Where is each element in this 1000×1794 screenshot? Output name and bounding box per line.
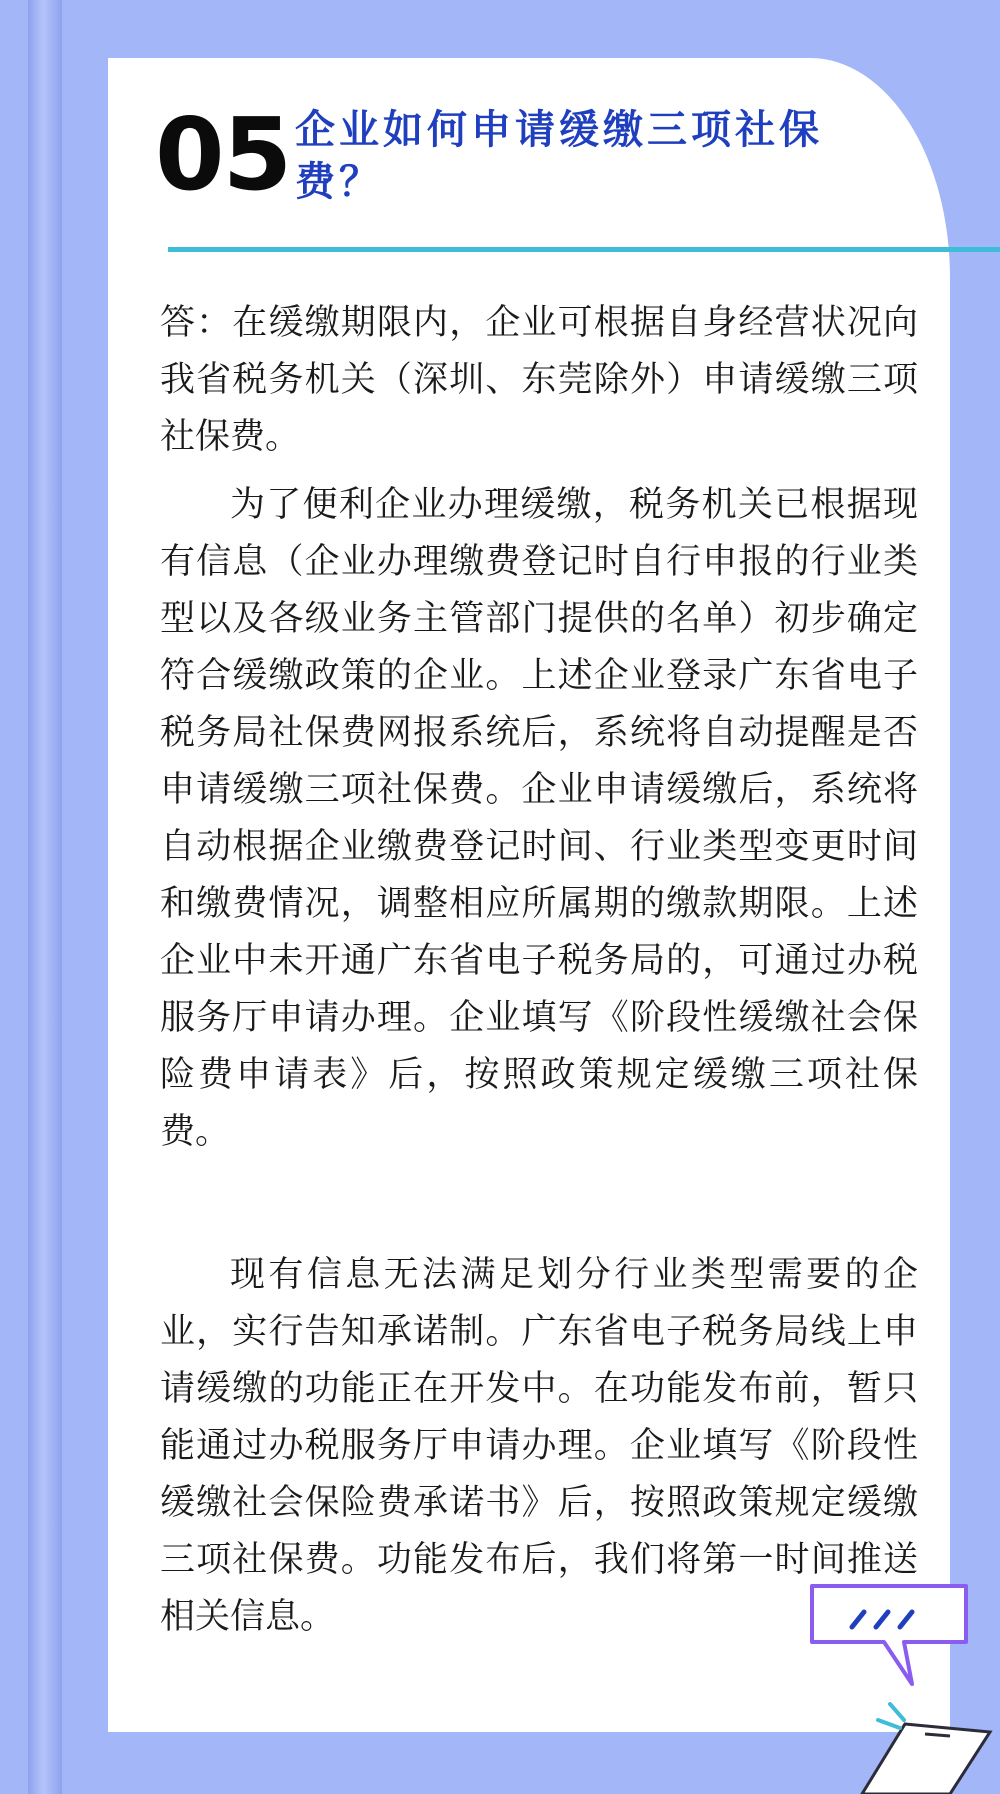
speech-bubble-icon	[812, 1586, 966, 1684]
question-title: 企业如何申请缓缴三项社保费？	[295, 107, 823, 205]
left-decorative-stripe	[28, 0, 62, 1794]
answer-paragraph-3: 现有信息无法满足划分行业类型需要的企业，实行告知承诺制。广东省电子税务局线上申请缓缴的功能正在开发中。在功能发布前，暂只能通过办税服务厅申请办理。企业填写《阶段性缓缴社会保险费承诺书》后，按照政策规定缓缴三项社保费。功能发布后，我们将第一时间推送相关信息。	[160, 1255, 918, 1637]
phone-chat-decoration	[800, 1572, 1000, 1794]
answer-paragraph-1: 答：在缓缴期限内，企业可根据自身经营状况向我省税务机关（深圳、东莞除外）申请缓缴三项社保费。	[160, 303, 918, 457]
question-number: 05	[155, 96, 291, 213]
phone-icon	[862, 1724, 990, 1794]
heading-divider	[168, 247, 1000, 252]
answer-paragraph-2: 为了便利企业办理缓缴，税务机关已根据现有信息（企业办理缴费登记时自行申报的行业类型以及各级业务主管部门提供的名单）初步确定符合缓缴政策的企业。上述企业登录广东省电子税务局社保费网报系统后，系统将自动提醒是否申请缓缴三项社保费。企业申请缓缴后，系统将自动根据企业缴费登记时间、行业类型变更时间和缴费情况，调整相应所属期的缴款期限。上述企业中未开通广东省电子税务局的，可通过办税服务厅申请办理。企业填写《阶段性缓缴社会保险费申请表》后，按照政策规定缓缴三项社保费。	[160, 485, 918, 1152]
signal-lines-icon	[878, 1704, 904, 1728]
